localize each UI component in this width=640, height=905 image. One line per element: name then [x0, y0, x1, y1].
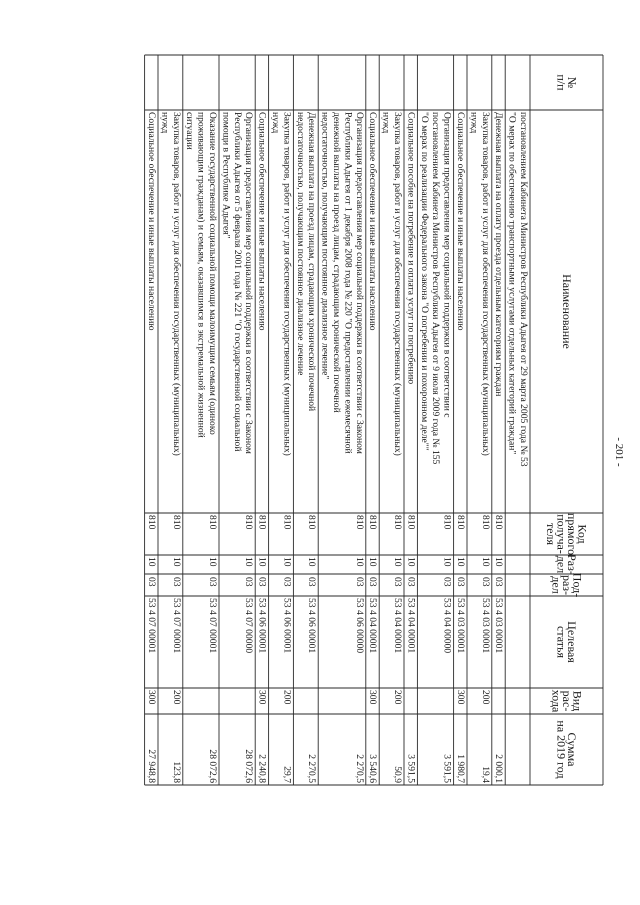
row-vid: 300: [146, 690, 157, 705]
row-sum: 28 072,6: [243, 749, 255, 783]
row-vid: 200: [392, 690, 403, 705]
row-code: 810: [479, 515, 491, 530]
row-name: [257, 112, 268, 331]
row-code: 810: [441, 515, 453, 530]
row-razdel: 10: [243, 557, 255, 567]
table-row: [184, 112, 218, 783]
row-vid: 300: [455, 690, 466, 705]
row-name-line: Организация предоставления мер социальной поддержки в соответствии с Законом: [243, 112, 255, 454]
row-target: 53 4 03 00001: [455, 598, 466, 654]
row-code: 810: [170, 515, 182, 530]
row-razdel: 10: [256, 557, 268, 567]
row-razdel: 10: [405, 557, 417, 567]
row-name-line: Социальное обеспечение и иные выплаты населению: [367, 112, 379, 331]
row-name: [507, 112, 529, 467]
table-row: [381, 112, 403, 783]
row-name-line: Закупка товаров, работ и услуг для обеспечения государственных (муниципальных): [281, 112, 293, 456]
header-code: [544, 513, 590, 555]
row-name-line: проживающим гражданам) и семьям, оказавшимся в экстремальной жизненной: [195, 112, 207, 438]
header-code-line: Код: [575, 524, 590, 544]
header-vid-line: рас-: [560, 690, 574, 712]
row-podrazdel: 03: [367, 577, 379, 587]
row-name-line: нужд: [380, 112, 392, 134]
row-razdel: 10: [392, 557, 403, 567]
row-name: [493, 112, 504, 396]
table-row: [419, 112, 453, 783]
row-razdel: 10: [170, 557, 182, 567]
table-row: [295, 112, 317, 783]
table-row: [270, 112, 292, 783]
row-target: 53 4 04 00001: [405, 598, 417, 654]
row-sum: 3 540,6: [367, 754, 379, 783]
row-razdel: 10: [367, 557, 379, 567]
row-razdel: 10: [281, 557, 293, 567]
header-podrazdel-line: раз-: [560, 574, 574, 596]
header-podrazdel-line: дел: [549, 576, 564, 594]
row-name-line: Денежная выплата на проезд лицам, страдающим хронической почечной: [306, 112, 318, 412]
row-code: 810: [306, 515, 318, 530]
row-name-line: недостаточностью, получающим постоянное диализное лечение: [294, 112, 306, 376]
row-name-line: недостаточностью, получающим постоянное диализное лечение": [319, 112, 331, 380]
header-razdel-line: Раз-: [565, 554, 580, 575]
row-razdel: 10: [493, 557, 505, 567]
row-podrazdel: 03: [256, 577, 268, 587]
row-name-line: Социальное пособие на погребение и оплата услуг по погребению: [405, 112, 417, 385]
row-sum: 3 591,5: [405, 754, 417, 783]
row-name: [419, 112, 453, 465]
row-sum: 2 000,1: [493, 754, 505, 783]
row-razdel: 10: [441, 557, 453, 567]
header-name: [560, 274, 574, 349]
row-target: 53 4 06 00001: [256, 598, 268, 654]
row-podrazdel: 03: [170, 577, 182, 587]
table-row: [455, 112, 466, 783]
table-row: [405, 112, 416, 783]
row-code: 810: [455, 515, 466, 530]
row-name-line: Закупка товаров, работ и услуг для обеспечения государственных (муниципальных): [170, 112, 182, 456]
row-name-line: постановлением Кабинета Министров Республики Адыгея от 29 марта 2005 года № 53: [518, 112, 529, 467]
row-name: [295, 112, 317, 411]
header-code-line: получа-: [554, 514, 569, 554]
row-name-line: Организация предоставления мер социальной поддержки в соответствии с: [441, 112, 453, 418]
row-name-line: Оказание государственной социальной помощи малоимущим семьям (одиноко: [207, 112, 218, 435]
row-sum: 123,8: [170, 761, 182, 783]
table-row: [257, 112, 268, 783]
row-target: 53 4 04 00001: [367, 598, 379, 654]
header-sum-line: Сумма: [565, 732, 580, 767]
row-name-line: ситуации: [184, 112, 196, 150]
row-vid: 200: [479, 690, 491, 705]
row-code: 810: [243, 515, 255, 530]
row-razdel: 10: [455, 557, 466, 567]
header-vid: [550, 690, 585, 713]
row-name-line: Социальное обеспечение и иные выплаты населению: [256, 112, 268, 331]
row-name-line: Закупка товаров, работ и услуг для обеспечения государственных (муниципальных): [392, 112, 403, 456]
row-code: 810: [281, 515, 293, 530]
table-row: [493, 112, 504, 783]
row-sum: 2 270,5: [306, 754, 318, 783]
row-podrazdel: 03: [281, 577, 293, 587]
table-row: [220, 112, 254, 783]
row-name-line: Социальное обеспечение и иные выплаты населению: [146, 112, 157, 331]
row-sum: 3 591,5: [441, 754, 453, 783]
row-name: [405, 112, 416, 384]
row-razdel: 10: [306, 557, 318, 567]
row-podrazdel: 03: [455, 577, 466, 587]
table-row: [367, 112, 378, 783]
row-sum: 1 980,7: [455, 754, 466, 783]
row-name: [270, 112, 292, 456]
row-name-line: Закупка товаров, работ и услуг для обеспечения государственных (муниципальных): [479, 112, 491, 456]
row-target: 53 4 03 00001: [493, 598, 505, 654]
row-sum: 29,7: [281, 766, 293, 783]
header-vid-line: Вид: [570, 690, 585, 712]
row-sum: 50,9: [392, 766, 403, 783]
row-name-line: помощи в Республике Адыгея": [220, 112, 232, 239]
row-name: [367, 112, 378, 331]
rotated-document-page: [145, 55, 625, 785]
row-podrazdel: 03: [306, 577, 318, 587]
row-name-line: Республики Адыгея от 1 декабря 2008 года № 220 "О предоставлении ежемесячной: [342, 112, 354, 454]
row-vid: 200: [281, 690, 293, 705]
header-razdel: [555, 554, 580, 575]
row-code: 810: [146, 515, 157, 530]
row-target: 53 4 06 00001: [306, 598, 318, 654]
row-name: [159, 112, 181, 456]
table-body: [146, 112, 529, 783]
row-name-line: "О мерах по реализации Федерального закона "О погребении и похоронном деле"": [418, 112, 430, 451]
row-code: 810: [353, 515, 365, 530]
row-razdel: 10: [353, 557, 365, 567]
header-target-line: статья: [554, 626, 569, 658]
row-podrazdel: 03: [479, 577, 491, 587]
row-name: [468, 112, 490, 456]
row-sum: 28 072,6: [207, 749, 218, 783]
header-code-line: прямого: [565, 512, 580, 556]
header-target-line: Целевая: [565, 621, 580, 663]
row-name-line: Денежная выплата на оплату проезда отдельным категориям граждан: [493, 112, 505, 397]
table-header: [544, 74, 590, 778]
row-podrazdel: 03: [353, 577, 365, 587]
header-name-line: Наименование: [560, 274, 574, 349]
page-number: - 201 -: [613, 437, 625, 467]
header-sum: [555, 720, 580, 778]
row-sum: 19,4: [479, 766, 491, 783]
row-sum: 27 948,8: [146, 749, 157, 783]
row-name-line: денежной выплаты на проезд лицам, страдающим хронической почечной: [331, 112, 342, 413]
row-sum: 2 270,5: [353, 754, 365, 783]
row-name: [381, 112, 403, 456]
row-target: 53 4 04 00000: [441, 598, 453, 654]
row-name: [220, 112, 254, 454]
row-name-line: Социальное обеспечение и иные выплаты населению: [455, 112, 466, 331]
row-vid: 200: [170, 690, 182, 705]
row-podrazdel: 03: [146, 577, 157, 587]
table-row: [507, 112, 529, 467]
row-code: 810: [367, 515, 379, 530]
row-name-line: Республики Адыгея от 5 февраля 2001 года № 221 "О государственной социальной: [231, 112, 243, 452]
row-podrazdel: 03: [405, 577, 417, 587]
row-target: 53 4 07 00000: [243, 598, 255, 654]
row-code: 810: [493, 515, 505, 530]
row-name-line: Организация предоставления мер социальной поддержки в соответствии с Законом: [353, 112, 365, 454]
row-target: 53 4 07 00001: [146, 598, 157, 654]
row-name-line: "О мерах по обеспечению транспортными услугами отдельных категорий граждан": [506, 112, 518, 455]
row-name-line: нужд: [159, 112, 171, 134]
row-code: 810: [392, 515, 403, 530]
row-code: 810: [405, 515, 417, 530]
row-name: [320, 112, 365, 454]
row-target: 53 4 07 00001: [170, 598, 182, 654]
row-target: 53 4 06 00001: [281, 598, 293, 654]
row-name-line: нужд: [270, 112, 281, 134]
header-code-line: теля: [544, 522, 559, 546]
row-vid: 300: [367, 690, 379, 705]
header-razdel-line: дел: [554, 555, 569, 574]
table-row: [146, 112, 157, 783]
header-num-line: №: [565, 76, 580, 89]
row-podrazdel: 03: [441, 577, 453, 587]
table-row: [320, 112, 365, 783]
row-podrazdel: 03: [392, 577, 403, 587]
header-sum-line: на 2019 год: [554, 720, 569, 779]
row-code: 810: [256, 515, 268, 530]
header-vid-line: хода: [549, 689, 564, 713]
row-razdel: 10: [207, 557, 218, 567]
row-target: 53 4 06 00000: [353, 598, 365, 654]
table-row: [468, 112, 490, 783]
row-name: [455, 112, 466, 331]
header-num-line: п/п: [554, 74, 569, 91]
table-row: [159, 112, 181, 783]
row-name: [184, 112, 218, 438]
row-sum: 2 240,8: [256, 754, 268, 783]
row-podrazdel: 03: [243, 577, 255, 587]
row-target: 53 4 03 00001: [479, 598, 491, 654]
row-razdel: 10: [146, 557, 157, 567]
row-podrazdel: 03: [207, 577, 218, 587]
header-podrazdel: [550, 573, 585, 597]
row-podrazdel: 03: [493, 577, 505, 587]
row-razdel: 10: [479, 557, 491, 567]
row-vid: 300: [256, 690, 268, 705]
row-target: 53 4 04 00001: [392, 598, 403, 654]
row-code: 810: [207, 515, 218, 530]
row-name-line: постановлением Кабинета Министров Республики Адыгея от 9 июля 2009 года № 155: [430, 112, 442, 465]
row-target: 53 4 07 00001: [207, 598, 218, 654]
row-name: [146, 112, 157, 331]
header-podrazdel-line: Под-: [570, 572, 585, 598]
row-name-line: нужд: [468, 112, 480, 134]
header-num: [555, 74, 580, 91]
header-target: [555, 621, 580, 663]
